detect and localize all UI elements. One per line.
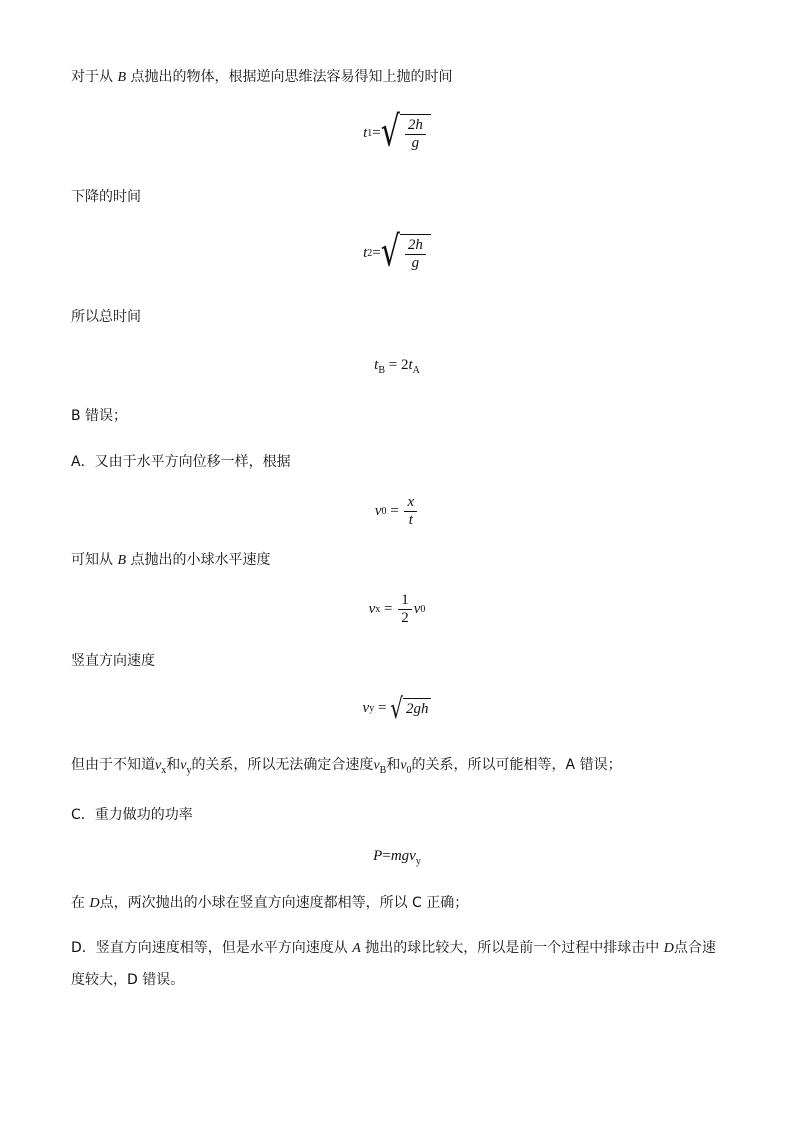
var: D	[663, 941, 674, 956]
sub: y	[186, 765, 192, 776]
denominator: t	[408, 512, 413, 528]
text-line	[71, 754, 622, 782]
eq-var: t	[363, 244, 368, 261]
var: B	[117, 70, 127, 85]
eq-op: =	[372, 124, 381, 141]
var: D	[89, 896, 100, 911]
eq-sub: 1	[367, 127, 373, 139]
equation-power	[0, 848, 794, 867]
equation-v0	[0, 494, 794, 529]
eq-op: =	[374, 699, 391, 716]
numerator: 1	[398, 592, 412, 610]
text-line	[71, 66, 452, 89]
text: 竖直方向速度	[71, 653, 155, 669]
eq-var: v	[374, 503, 382, 519]
text: 在	[71, 895, 85, 911]
eq-coef: 2	[400, 357, 409, 373]
text: 点抛出的小球水平速度	[130, 552, 271, 568]
radical-icon: √	[380, 107, 400, 157]
sqrt	[380, 227, 431, 277]
sqrt	[380, 107, 431, 157]
text-line	[71, 804, 193, 826]
eq-var: t	[408, 357, 413, 373]
eq-var: t	[374, 357, 379, 373]
eq-sub: 0	[381, 506, 387, 517]
text: 抛出的球比较大，所以是前一个过程中排球击中	[365, 940, 660, 956]
eq-var: P	[373, 848, 383, 864]
eq-sub: x	[375, 604, 381, 615]
equation-vy	[0, 693, 794, 723]
equation-tb	[0, 357, 794, 376]
eq-var: t	[363, 124, 368, 141]
text-line	[71, 892, 468, 915]
eq-var: mgv	[390, 848, 416, 864]
eq-op: =	[372, 244, 381, 261]
eq-op: =	[386, 503, 403, 519]
text: 点合速	[673, 940, 716, 956]
text: 和	[386, 757, 401, 773]
eq-op: =	[382, 848, 391, 864]
var: B	[117, 553, 127, 568]
numerator: 2h	[405, 237, 426, 255]
denominator: g	[411, 135, 420, 151]
text: 可知从	[71, 552, 113, 568]
text-line	[71, 937, 716, 960]
sqrt	[390, 693, 431, 723]
var: A	[352, 941, 361, 956]
equation-t2	[0, 227, 794, 277]
eq-sub: y	[369, 702, 375, 714]
eq-var: v	[362, 699, 370, 716]
text: 的关系，所以无法确定合速度	[191, 757, 374, 773]
denominator: g	[411, 255, 420, 271]
text: 的关系，所以可能相等，A 错误；	[411, 757, 622, 773]
text: 和	[166, 757, 181, 773]
text-line	[71, 650, 155, 672]
eq-sub: B	[378, 365, 385, 376]
var: v	[400, 758, 407, 773]
text-line	[71, 549, 270, 572]
var: v	[155, 758, 162, 773]
var: v	[373, 758, 380, 773]
numerator: x	[404, 494, 417, 512]
eq-var: v	[413, 601, 421, 617]
text: 下降的时间	[71, 189, 141, 205]
text: 所以总时间	[71, 309, 141, 325]
var: v	[180, 758, 187, 773]
sub: 0	[406, 765, 412, 776]
text: A．又由于水平方向位移一样，根据	[71, 454, 291, 470]
eq-sub: 0	[420, 604, 426, 615]
text-line	[71, 306, 141, 328]
eq-var: v	[368, 601, 376, 617]
numerator: 2h	[405, 117, 426, 135]
eq-op: =	[380, 601, 397, 617]
eq-op: =	[384, 357, 401, 373]
radical-icon: √	[380, 227, 400, 277]
text-line	[71, 969, 184, 991]
text: C．重力做功的功率	[71, 807, 193, 823]
sub: B	[379, 765, 387, 776]
equation-vx	[0, 592, 794, 627]
radical-icon: √	[390, 691, 403, 725]
text: 度较大，D 错误。	[71, 972, 185, 988]
eq-sub: A	[412, 365, 420, 376]
text-line	[71, 405, 127, 427]
text: D．竖直方向速度相等，但是水平方向速度从	[71, 940, 348, 956]
radicand: 2gh	[403, 698, 432, 718]
text-line	[71, 451, 291, 473]
denominator: 2	[401, 610, 409, 626]
text: 点抛出的物体，根据逆向思维法容易得知上抛的时间	[130, 69, 453, 85]
text-line	[71, 186, 141, 208]
text: 但由于不知道	[71, 757, 155, 773]
text: 对于从	[71, 69, 113, 85]
sub: x	[161, 765, 167, 776]
text: B 错误；	[71, 408, 128, 424]
text: 点，两次抛出的小球在竖直方向速度都相等，所以 C 正确；	[99, 895, 469, 911]
equation-t1	[0, 107, 794, 157]
eq-sub: y	[415, 856, 421, 867]
eq-sub: 2	[367, 247, 373, 259]
